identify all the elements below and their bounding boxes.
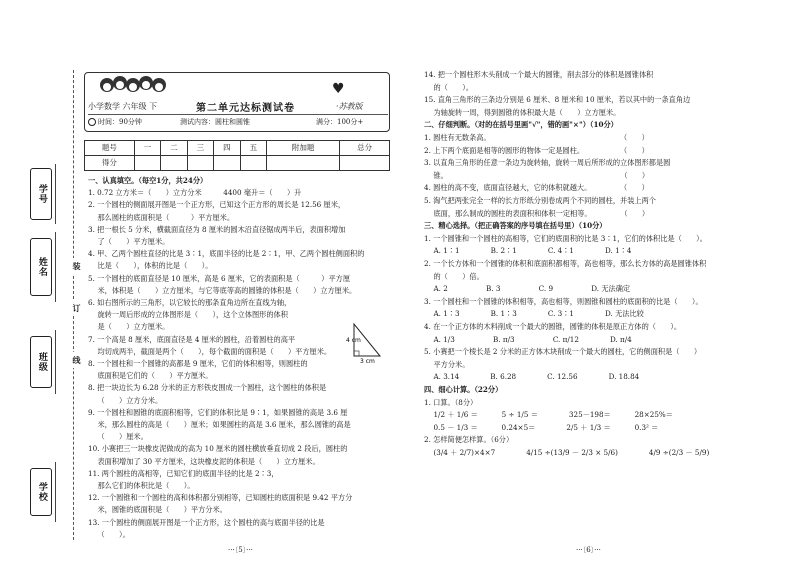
right-question-line: 的（ ）。: [424, 82, 473, 92]
binding-strip: [0, 0, 72, 562]
student-id-box: [30, 168, 52, 220]
score-head-cell: 一: [134, 141, 160, 156]
child-icon: [113, 76, 127, 90]
left-question-line: 是（ ）立方厘米。: [88, 322, 170, 332]
cut-word-3: 线: [64, 352, 82, 368]
heart-icon: ♥: [332, 81, 345, 97]
right-question-line: 为轴旋转一周，得到圆锥的体积最大是（ ）立方厘米。: [424, 107, 621, 117]
name-fill-line[interactable]: [55, 232, 61, 302]
child-icon: [152, 78, 166, 92]
score-cell[interactable]: [340, 156, 390, 171]
score-head-cell: 题号: [85, 141, 135, 156]
right-question-line: 0.5 － 1/3 ＝ 0.24×5＝ 2/5 ＋ 1/3 ＝ 0.3² ＝: [424, 422, 659, 432]
left-question-line: 12. 一个圆锥和一个圆柱的高和体积都分别相等，已知圆柱的底面积是 9.42 平方分: [88, 493, 353, 503]
name-box: [30, 238, 52, 296]
left-question-line: 那么它们的体积比是（ ）。: [88, 481, 195, 490]
header-divider: [88, 114, 388, 115]
class-box: [30, 336, 52, 388]
children-logo: [100, 74, 170, 100]
left-question-line: 均切成两半，截面是两个（ ），每个截面的面积是（ ）平方厘米。: [88, 346, 332, 356]
time-text: 时间：90分钟: [98, 118, 142, 126]
score-row-label: 得分: [85, 156, 135, 171]
score-head-cell: 五: [240, 141, 266, 156]
id-fill-line[interactable]: [55, 164, 61, 224]
right-question-line: 的（ ）倍。: [424, 271, 484, 281]
page-number-right: ···〔6〕···: [576, 546, 601, 554]
left-question-line: 13. 一个圆柱的侧面展开图是一个正方形，这个圆柱的高与底面半径的比是: [88, 517, 325, 527]
left-question-line: （ ）。: [88, 529, 130, 539]
right-question-line: 2. 上下两个底面是相等的圆形的物体一定是圆柱。 （ ）: [424, 145, 649, 155]
right-question-line: 2. 怎样简便怎样算。（6分）: [424, 435, 514, 445]
right-question-line: 3. 以直角三角形的任意一条边为旋转轴，旋转一周后所形成的立体图形都是圆: [424, 158, 671, 168]
score-cell[interactable]: [161, 156, 187, 171]
name-label: 姓名: [36, 257, 47, 277]
right-question-line: 三、精心选择。（把正确答案的序号填在括号里）（10分）: [424, 221, 607, 231]
left-question-line: 8. 一个圆柱和一个圆锥的高都是 9 厘米，它们的体积相等，则圆柱的: [88, 359, 308, 368]
content-label: 测试内容：圆柱和圆锥: [180, 118, 250, 126]
height-label: 4 cm: [346, 337, 361, 344]
page-number-left: ···〔5〕···: [228, 546, 253, 554]
score-table-row: [85, 156, 390, 171]
clock-icon: [88, 118, 96, 126]
base-label: 3 cm: [360, 358, 375, 364]
score-head-cell: 二: [161, 141, 187, 156]
left-question-line: 5. 一个圆柱的底面直径是 10 厘米，高是 6 厘米，它的表面积是（ ）平方厘: [88, 273, 351, 283]
left-question-line: 4. 甲、乙两个圆柱直径的比是 3∶1，底面半径的比是 2∶1，甲、乙两个圆柱侧面积的: [88, 249, 365, 259]
left-question-line: 米，那么圆柱的高是（ ）厘米；如果圆柱的高是 3.6 厘米，那么圆锥的高是: [88, 420, 351, 429]
score-head-cell: 总分: [340, 141, 390, 156]
page-number-left-text: 5: [238, 546, 243, 554]
right-question-line: A. 1∶1 B. 2∶1 C. 4∶1 D. 1∶4: [424, 246, 632, 256]
edition-label: ·苏教版: [336, 102, 363, 111]
right-question-line: A. 3.14 B. 6.28 C. 12.56 D. 18.84: [424, 372, 640, 382]
right-question-line: 3. 一个圆柱和一个圆锥的体积相等，高也相等，则圆锥和圆柱的底面积的比是（ ）。: [424, 296, 703, 306]
left-question-line: 1. 0.72 立方米＝（ ）立方分米 4400 毫升＝（ ）升: [88, 188, 302, 198]
left-question-line: 3. 把一根长 5 分米，横截面直径为 8 厘米的圆木沿直径锯成两半后，表面积增加: [88, 224, 346, 234]
page-number-right-text: 6: [586, 546, 591, 554]
score-cell[interactable]: [214, 156, 240, 171]
child-icon: [139, 76, 153, 90]
right-question-line: 5. 淘气把两张完全一样的长方形纸分别卷成两个不同的圆柱，并装上两个: [424, 196, 656, 205]
school-fill-line[interactable]: [55, 462, 61, 522]
left-question-line: （ ）厘米。: [88, 432, 148, 442]
right-question-line: 锥。 （ ）: [424, 170, 650, 180]
right-question-line: 4. 圆柱的高不变，底面直径越大，它的体积就越大。 （ ）: [424, 183, 649, 193]
right-question-line: A. 2 B. 3 C. 9 D. 无法确定: [424, 284, 631, 294]
score-head-cell: 四: [214, 141, 240, 156]
left-question-line: 11. 两个圆柱的高相等，已知它们的底面半径的比是 2∶3，: [88, 468, 279, 478]
left-question-line: 底面积是它们的（ ）平方厘米。: [88, 371, 213, 381]
school-box: [30, 468, 52, 516]
right-question-line: 4. 在一个正方体的木料削成一个最大的圆锥，圆锥的体积是原正方体的（ ）。: [424, 322, 682, 331]
right-question-line: A. 1∶3 B. 1∶3 C. 3∶1 D. 无法比较: [424, 309, 644, 319]
page-title: 第二单元达标测试卷: [196, 103, 295, 114]
right-question-line: 2. 一个长方体和一个圆锥的体积和底面积都相等，高也相等，那么长方体的高是圆锥体积: [424, 259, 707, 268]
right-question-line: 二、仔细判断。（对的在括号里画"√"，错的画"×"）（10分）: [424, 120, 618, 130]
right-question-line: 底面，那么制成的圆柱的表面积和体积一定相等。 （ ）: [424, 208, 650, 218]
cut-word-2: 订: [64, 300, 82, 316]
left-question-line: 旋转一周后形成的立体图形是（ ），这个立体图形的体积: [88, 310, 288, 320]
score-table-head: [85, 141, 390, 156]
child-icon: [126, 78, 140, 92]
score-cell[interactable]: [240, 156, 266, 171]
score-table: [84, 140, 390, 171]
left-question-line: 8. 把一块边长为 6.28 分米的正方形铁皮围成一个圆柱，这个圆柱的体积是: [88, 383, 327, 393]
time-label: [88, 118, 142, 127]
right-question-line: 四、细心计算。（22分）: [424, 385, 503, 394]
class-fill-line[interactable]: [55, 330, 61, 394]
right-question-line: 1. 口算。（8分）: [424, 397, 478, 407]
right-question-line: 平方分米。: [424, 359, 470, 369]
right-question-line: 1. 圆柱有无数条高。 （ ）: [424, 133, 649, 142]
left-question-line: 7. 一个高是 8 厘米，底面直径是 4 厘米的圆柱，沿着圆柱的高平: [88, 334, 296, 344]
right-angle-mark: [354, 351, 359, 356]
left-question-line: 那么圆柱的底面积是（ ）平方厘米。: [88, 212, 235, 222]
class-label: 班级: [36, 352, 47, 372]
right-question-line: 1/2 ＋ 1/6 ＝ 5 ÷ 1/5 ＝ 325－198＝ 28×25%＝: [424, 410, 673, 420]
full-score-label: 满分：100分+: [316, 118, 364, 126]
left-question-line: 米，圆锥的底面积是（ ）平方分米。: [88, 505, 227, 515]
score-head-cell: 附加题: [267, 141, 340, 156]
left-question-line: 了（ ）平方厘米。: [88, 237, 170, 246]
left-question-line: 6. 如右图所示的三角形，以它较长的那条直角边所在直线为轴，: [88, 298, 292, 307]
right-triangle-figure: [346, 322, 386, 364]
right-question-line: 1. 一个圆锥和一个圆柱的高相等，它们的底面积的比是 3∶1，它们的体积比是（ ）。: [424, 233, 707, 243]
left-question-line: 2. 一个圆柱的侧面展开图是一个正方形，已知这个正方形的周长是 12.56 厘米，: [88, 200, 346, 210]
school-label: 学校: [36, 482, 47, 502]
cut-word-1: 装: [64, 258, 82, 274]
right-question-line: 15. 直角三角形的三条边分别是 6 厘米、8 厘米和 10 厘米，若以其中的一条直角边: [424, 95, 691, 105]
left-question-line: （ ）立方分米。: [88, 395, 163, 405]
score-cell[interactable]: [187, 156, 213, 171]
left-question-line: 一、认真填空。（每空1分，共24分）: [88, 176, 208, 185]
child-icon: [100, 78, 114, 92]
right-question-line: 14. 把一个圆柱形木头削成一个最大的圆锥，削去部分的体积是圆锥体积: [424, 70, 654, 79]
left-question-line: 9. 一个圆柱和圆锥的底面积相等，它们的体积比是 9∶1，如果圆锥的高是 3.6 厘: [88, 407, 348, 417]
student-id-label: 学号: [36, 184, 47, 204]
score-cell[interactable]: [267, 156, 340, 171]
left-question-line: 米，体积是（ ）立方厘米，与它等底等高的圆锥的体积是（ ）立方厘米。: [88, 285, 357, 295]
score-cell[interactable]: [134, 156, 160, 171]
right-question-line: 5. 小赛把一个棱长是 2 分米的正方体木块削成一个最大的圆柱，它的侧面积是（ ）: [424, 347, 702, 357]
grade-label: 小学数学 六年级 下: [88, 102, 158, 111]
right-question-line: A. 1/3 B. π/3 C. π/12 D. π/4: [424, 334, 632, 344]
left-question-line: 10. 小赛把三一块橡皮泥做成的高为 10 厘米的圆柱横放垂直切成 2 段后，圆柱的: [88, 444, 348, 454]
left-question-line: 表面积增加了 30 平方厘米，这块橡皮泥的体积是（ ）立方厘米。: [88, 456, 320, 466]
score-head-cell: 三: [187, 141, 213, 156]
left-question-line: 比是（ ），体积的比是（ ）。: [88, 261, 213, 271]
right-question-line: (3/4 ＋ 2/7)×4×7 4/15 ÷(13/9 － 2/3 × 5/6) 4/9 ÷(2/3 － 5/9): [424, 448, 710, 457]
